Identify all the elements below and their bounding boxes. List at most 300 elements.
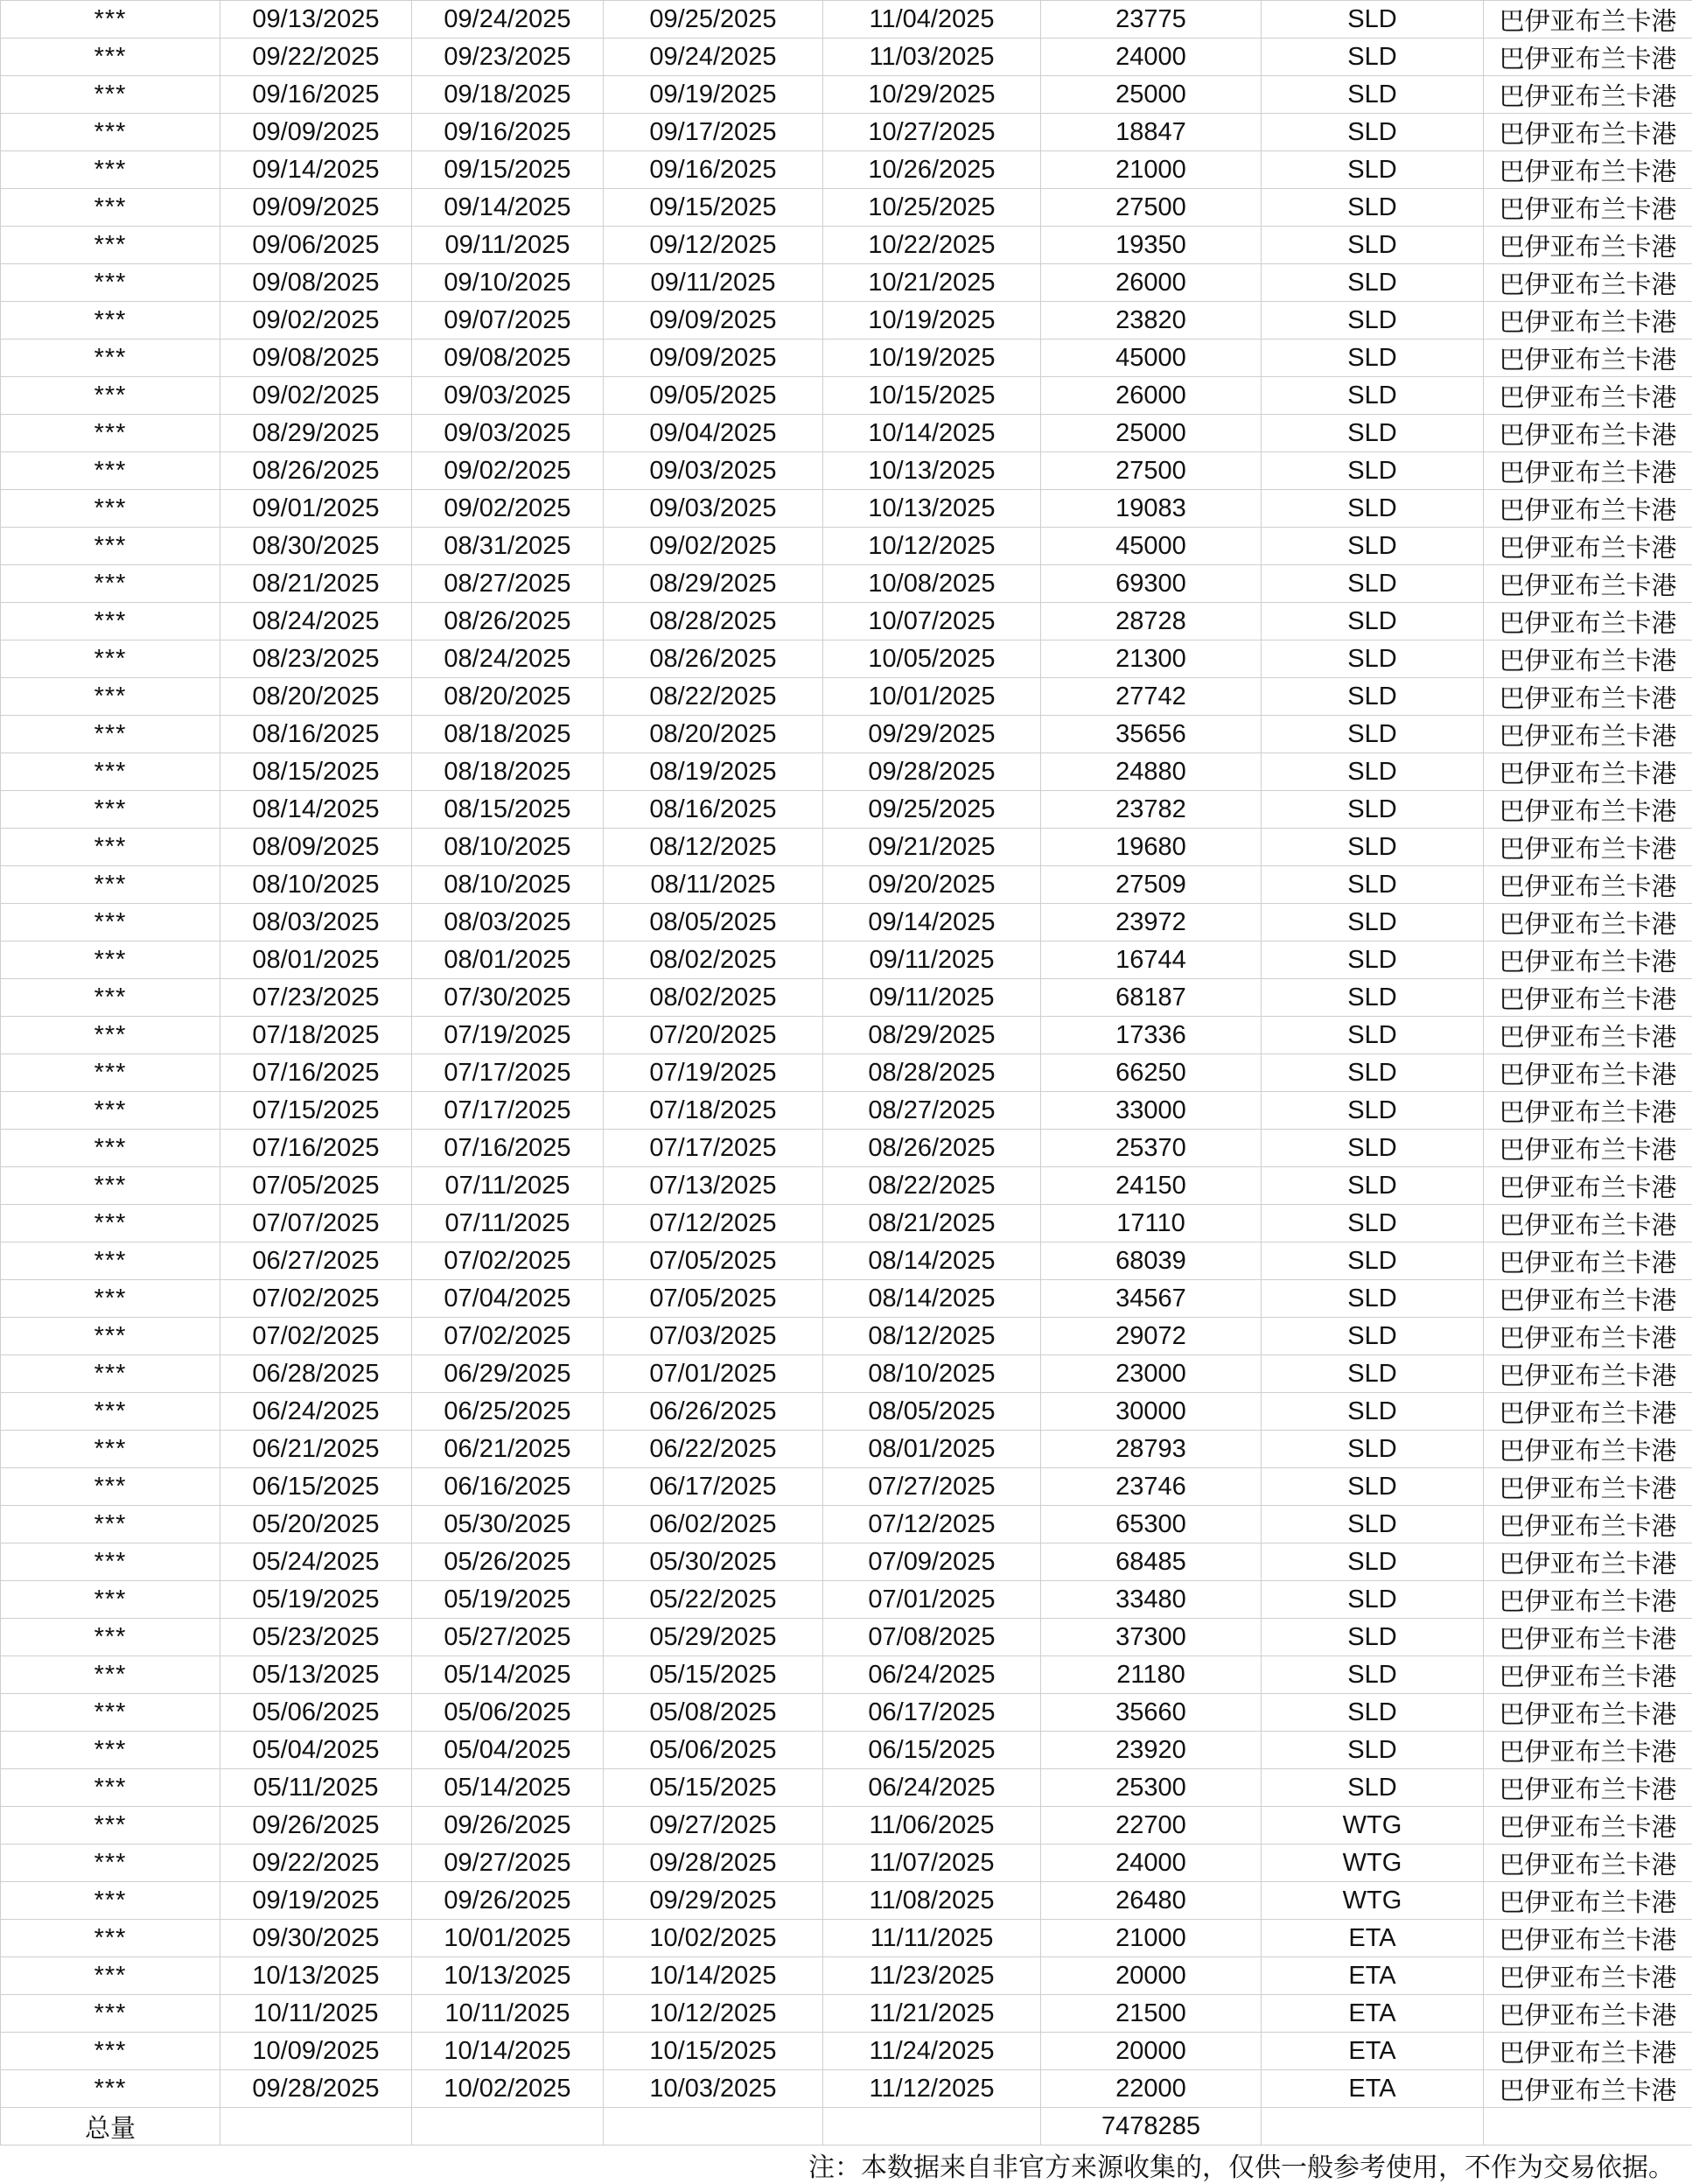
cell-date-3: 05/30/2025: [604, 1544, 823, 1581]
cell-date-1: 05/06/2025: [220, 1694, 412, 1732]
total-row: [1, 2108, 1692, 2146]
table-body: [1, 1, 1692, 2108]
cell-status: SLD: [1262, 1694, 1484, 1732]
cell-port: 巴伊亚布兰卡港: [1484, 979, 1692, 1017]
cell-date-3: 10/03/2025: [604, 2070, 823, 2108]
cell-status: SLD: [1262, 114, 1484, 151]
cell-port: 巴伊亚布兰卡港: [1484, 1, 1692, 38]
cell-date-4: 09/28/2025: [823, 753, 1041, 791]
empty-cell: [412, 2108, 604, 2146]
cell-status: SLD: [1262, 38, 1484, 76]
cell-date-4: 11/07/2025: [823, 1844, 1041, 1882]
cell-date-2: 05/04/2025: [412, 1732, 604, 1769]
cell-port: 巴伊亚布兰卡港: [1484, 490, 1692, 528]
cell-name: ***: [1, 302, 220, 340]
cell-name: ***: [1, 791, 220, 829]
cell-date-4: 10/25/2025: [823, 189, 1041, 227]
cell-date-1: 08/23/2025: [220, 640, 412, 678]
cell-date-4: 11/11/2025: [823, 1920, 1041, 1957]
cell-date-4: 06/24/2025: [823, 1656, 1041, 1694]
cell-date-4: 10/12/2025: [823, 528, 1041, 565]
cell-date-3: 08/16/2025: [604, 791, 823, 829]
cell-quantity: 30000: [1041, 1393, 1262, 1431]
table-row: [1, 565, 1692, 603]
cell-date-2: 06/16/2025: [412, 1468, 604, 1506]
cell-date-4: 09/25/2025: [823, 791, 1041, 829]
cell-status: SLD: [1262, 678, 1484, 716]
table-row: [1, 528, 1692, 565]
cell-name: ***: [1, 38, 220, 76]
cell-port: 巴伊亚布兰卡港: [1484, 1957, 1692, 1995]
cell-status: SLD: [1262, 302, 1484, 340]
cell-date-2: 10/01/2025: [412, 1920, 604, 1957]
cell-quantity: 37300: [1041, 1619, 1262, 1656]
cell-date-2: 07/19/2025: [412, 1017, 604, 1054]
cell-quantity: 34567: [1041, 1280, 1262, 1318]
cell-name: ***: [1, 452, 220, 490]
cell-date-3: 08/12/2025: [604, 829, 823, 866]
cell-date-4: 09/21/2025: [823, 829, 1041, 866]
table-row: [1, 1732, 1692, 1769]
table-row: [1, 603, 1692, 640]
cell-status: SLD: [1262, 1581, 1484, 1619]
cell-name: ***: [1, 1092, 220, 1130]
table-row: [1, 340, 1692, 377]
cell-date-2: 10/13/2025: [412, 1957, 604, 1995]
empty-cell: [823, 2108, 1041, 2146]
cell-quantity: 69300: [1041, 565, 1262, 603]
cell-quantity: 23775: [1041, 1, 1262, 38]
cell-quantity: 33000: [1041, 1092, 1262, 1130]
cell-status: SLD: [1262, 1280, 1484, 1318]
cell-date-1: 09/02/2025: [220, 377, 412, 415]
cell-date-1: 07/02/2025: [220, 1280, 412, 1318]
cell-port: 巴伊亚布兰卡港: [1484, 1995, 1692, 2033]
cell-port: 巴伊亚布兰卡港: [1484, 1807, 1692, 1844]
cell-date-2: 09/24/2025: [412, 1, 604, 38]
cell-quantity: 19083: [1041, 490, 1262, 528]
cell-date-4: 06/17/2025: [823, 1694, 1041, 1732]
cell-date-1: 08/15/2025: [220, 753, 412, 791]
table-row: [1, 1205, 1692, 1242]
cell-name: ***: [1, 1, 220, 38]
table-row: [1, 829, 1692, 866]
table-row: [1, 942, 1692, 979]
cell-date-2: 05/27/2025: [412, 1619, 604, 1656]
table-row: [1, 490, 1692, 528]
cell-date-4: 07/27/2025: [823, 1468, 1041, 1506]
cell-port: 巴伊亚布兰卡港: [1484, 340, 1692, 377]
cell-date-4: 07/09/2025: [823, 1544, 1041, 1581]
cell-date-1: 07/23/2025: [220, 979, 412, 1017]
cell-port: 巴伊亚布兰卡港: [1484, 151, 1692, 189]
cell-date-3: 08/05/2025: [604, 904, 823, 942]
table-row: [1, 1656, 1692, 1694]
cell-date-3: 08/11/2025: [604, 866, 823, 904]
cell-date-4: 11/23/2025: [823, 1957, 1041, 1995]
cell-port: 巴伊亚布兰卡港: [1484, 716, 1692, 753]
cell-quantity: 23820: [1041, 302, 1262, 340]
cell-date-1: 09/09/2025: [220, 189, 412, 227]
cell-quantity: 27509: [1041, 866, 1262, 904]
cell-quantity: 23782: [1041, 791, 1262, 829]
cell-date-4: 10/01/2025: [823, 678, 1041, 716]
cell-port: 巴伊亚布兰卡港: [1484, 829, 1692, 866]
cell-date-1: 06/27/2025: [220, 1242, 412, 1280]
cell-date-2: 05/06/2025: [412, 1694, 604, 1732]
table-row: [1, 1054, 1692, 1092]
cell-name: ***: [1, 716, 220, 753]
cell-port: 巴伊亚布兰卡港: [1484, 753, 1692, 791]
cell-date-3: 05/29/2025: [604, 1619, 823, 1656]
cell-date-2: 08/31/2025: [412, 528, 604, 565]
cell-date-3: 09/17/2025: [604, 114, 823, 151]
cell-port: 巴伊亚布兰卡港: [1484, 942, 1692, 979]
cell-date-3: 07/18/2025: [604, 1092, 823, 1130]
cell-port: 巴伊亚布兰卡港: [1484, 565, 1692, 603]
table-row: [1, 979, 1692, 1017]
table-row: [1, 2033, 1692, 2070]
cell-status: SLD: [1262, 1205, 1484, 1242]
cell-status: SLD: [1262, 452, 1484, 490]
cell-date-3: 09/02/2025: [604, 528, 823, 565]
cell-date-1: 08/16/2025: [220, 716, 412, 753]
cell-port: 巴伊亚布兰卡港: [1484, 76, 1692, 114]
cell-port: 巴伊亚布兰卡港: [1484, 1355, 1692, 1393]
cell-port: 巴伊亚布兰卡港: [1484, 904, 1692, 942]
table-row: [1, 1920, 1692, 1957]
cell-quantity: 68485: [1041, 1544, 1262, 1581]
cell-date-2: 05/14/2025: [412, 1769, 604, 1807]
cell-name: ***: [1, 1769, 220, 1807]
cell-date-3: 09/29/2025: [604, 1882, 823, 1920]
cell-date-4: 08/22/2025: [823, 1167, 1041, 1205]
cell-name: ***: [1, 1544, 220, 1581]
cell-name: ***: [1, 1017, 220, 1054]
cell-date-3: 09/12/2025: [604, 227, 823, 264]
cell-date-3: 08/02/2025: [604, 979, 823, 1017]
cell-port: 巴伊亚布兰卡港: [1484, 528, 1692, 565]
cell-status: SLD: [1262, 1431, 1484, 1468]
cell-date-1: 09/28/2025: [220, 2070, 412, 2108]
cell-date-1: 07/05/2025: [220, 1167, 412, 1205]
table-row: [1, 264, 1692, 302]
cell-quantity: 26000: [1041, 377, 1262, 415]
cell-name: ***: [1, 1468, 220, 1506]
cell-date-3: 07/20/2025: [604, 1017, 823, 1054]
cell-date-2: 10/11/2025: [412, 1995, 604, 2033]
cell-date-3: 05/15/2025: [604, 1656, 823, 1694]
cell-date-1: 09/09/2025: [220, 114, 412, 151]
cell-name: ***: [1, 1581, 220, 1619]
cell-name: ***: [1, 189, 220, 227]
cell-date-3: 10/15/2025: [604, 2033, 823, 2070]
cell-date-4: 10/27/2025: [823, 114, 1041, 151]
cell-port: 巴伊亚布兰卡港: [1484, 1280, 1692, 1318]
cell-date-2: 09/23/2025: [412, 38, 604, 76]
cell-date-3: 09/19/2025: [604, 76, 823, 114]
cell-date-2: 10/02/2025: [412, 2070, 604, 2108]
table-row: [1, 1769, 1692, 1807]
cell-status: SLD: [1262, 1092, 1484, 1130]
cell-quantity: 45000: [1041, 528, 1262, 565]
cell-date-1: 09/02/2025: [220, 302, 412, 340]
cell-status: SLD: [1262, 1167, 1484, 1205]
cell-port: 巴伊亚布兰卡港: [1484, 264, 1692, 302]
cell-status: SLD: [1262, 640, 1484, 678]
cell-status: SLD: [1262, 151, 1484, 189]
cell-port: 巴伊亚布兰卡港: [1484, 1017, 1692, 1054]
cell-port: 巴伊亚布兰卡港: [1484, 1130, 1692, 1167]
cell-status: SLD: [1262, 377, 1484, 415]
cell-status: SLD: [1262, 603, 1484, 640]
cell-date-3: 08/02/2025: [604, 942, 823, 979]
cell-date-1: 05/04/2025: [220, 1732, 412, 1769]
cell-date-2: 09/18/2025: [412, 76, 604, 114]
cell-date-2: 07/17/2025: [412, 1054, 604, 1092]
cell-date-2: 09/26/2025: [412, 1882, 604, 1920]
cell-date-2: 07/11/2025: [412, 1205, 604, 1242]
cell-name: ***: [1, 2033, 220, 2070]
cell-quantity: 25300: [1041, 1769, 1262, 1807]
cell-port: 巴伊亚布兰卡港: [1484, 1581, 1692, 1619]
cell-port: 巴伊亚布兰卡港: [1484, 1318, 1692, 1355]
cell-status: SLD: [1262, 1355, 1484, 1393]
cell-date-1: 06/15/2025: [220, 1468, 412, 1506]
cell-date-1: 09/16/2025: [220, 76, 412, 114]
cell-quantity: 24000: [1041, 38, 1262, 76]
cell-date-2: 08/18/2025: [412, 716, 604, 753]
cell-date-3: 09/28/2025: [604, 1844, 823, 1882]
cell-date-2: 09/10/2025: [412, 264, 604, 302]
cell-date-4: 10/22/2025: [823, 227, 1041, 264]
cell-date-1: 05/20/2025: [220, 1506, 412, 1544]
cell-port: 巴伊亚布兰卡港: [1484, 866, 1692, 904]
cell-date-2: 08/10/2025: [412, 866, 604, 904]
cell-port: 巴伊亚布兰卡港: [1484, 1656, 1692, 1694]
cell-status: SLD: [1262, 340, 1484, 377]
cell-date-3: 08/20/2025: [604, 716, 823, 753]
empty-cell: [220, 2108, 412, 2146]
cell-quantity: 19350: [1041, 227, 1262, 264]
cell-date-4: 11/12/2025: [823, 2070, 1041, 2108]
cell-date-3: 09/03/2025: [604, 452, 823, 490]
table-row: [1, 1619, 1692, 1656]
table-row: [1, 1130, 1692, 1167]
cell-date-3: 07/03/2025: [604, 1318, 823, 1355]
cell-date-3: 06/02/2025: [604, 1506, 823, 1544]
cell-quantity: 26480: [1041, 1882, 1262, 1920]
table-row: [1, 1544, 1692, 1581]
cell-date-2: 07/02/2025: [412, 1242, 604, 1280]
cell-quantity: 21000: [1041, 1920, 1262, 1957]
cell-date-1: 07/18/2025: [220, 1017, 412, 1054]
cell-date-3: 08/19/2025: [604, 753, 823, 791]
cell-quantity: 16744: [1041, 942, 1262, 979]
cell-name: ***: [1, 490, 220, 528]
cell-name: ***: [1, 1957, 220, 1995]
cell-date-2: 08/01/2025: [412, 942, 604, 979]
cell-name: ***: [1, 640, 220, 678]
cell-date-1: 08/10/2025: [220, 866, 412, 904]
table-row: [1, 76, 1692, 114]
cell-date-1: 09/22/2025: [220, 1844, 412, 1882]
cell-date-3: 06/17/2025: [604, 1468, 823, 1506]
table-row: [1, 189, 1692, 227]
cell-status: SLD: [1262, 1, 1484, 38]
cell-port: 巴伊亚布兰卡港: [1484, 452, 1692, 490]
table-row: [1, 38, 1692, 76]
cell-date-4: 10/14/2025: [823, 415, 1041, 452]
cell-quantity: 68039: [1041, 1242, 1262, 1280]
cell-name: ***: [1, 1205, 220, 1242]
cell-quantity: 22700: [1041, 1807, 1262, 1844]
cell-quantity: 24880: [1041, 753, 1262, 791]
cell-date-4: 10/19/2025: [823, 302, 1041, 340]
cell-quantity: 24150: [1041, 1167, 1262, 1205]
cell-port: 巴伊亚布兰卡港: [1484, 2033, 1692, 2070]
cell-quantity: 19680: [1041, 829, 1262, 866]
cell-status: SLD: [1262, 1318, 1484, 1355]
cell-status: SLD: [1262, 490, 1484, 528]
cell-port: 巴伊亚布兰卡港: [1484, 1844, 1692, 1882]
cell-date-1: 06/28/2025: [220, 1355, 412, 1393]
cell-date-3: 08/26/2025: [604, 640, 823, 678]
cell-name: ***: [1, 1167, 220, 1205]
cell-date-1: 08/26/2025: [220, 452, 412, 490]
cell-date-3: 07/17/2025: [604, 1130, 823, 1167]
cell-date-2: 08/15/2025: [412, 791, 604, 829]
cell-port: 巴伊亚布兰卡港: [1484, 114, 1692, 151]
cell-status: SLD: [1262, 866, 1484, 904]
cell-port: 巴伊亚布兰卡港: [1484, 227, 1692, 264]
cell-date-1: 07/16/2025: [220, 1130, 412, 1167]
empty-cell: [1484, 2108, 1692, 2146]
table-row: [1, 1694, 1692, 1732]
cell-date-4: 08/21/2025: [823, 1205, 1041, 1242]
cell-date-4: 08/27/2025: [823, 1092, 1041, 1130]
cell-quantity: 65300: [1041, 1506, 1262, 1544]
cell-date-4: 09/11/2025: [823, 979, 1041, 1017]
cell-status: SLD: [1262, 1506, 1484, 1544]
cell-name: ***: [1, 1995, 220, 2033]
cell-port: 巴伊亚布兰卡港: [1484, 1544, 1692, 1581]
cell-date-1: 06/21/2025: [220, 1431, 412, 1468]
cell-date-1: 08/01/2025: [220, 942, 412, 979]
cell-date-2: 09/08/2025: [412, 340, 604, 377]
cell-date-4: 11/24/2025: [823, 2033, 1041, 2070]
cell-name: ***: [1, 1619, 220, 1656]
cell-date-1: 10/11/2025: [220, 1995, 412, 2033]
cell-date-4: 08/05/2025: [823, 1393, 1041, 1431]
cell-date-2: 05/19/2025: [412, 1581, 604, 1619]
cell-date-4: 07/12/2025: [823, 1506, 1041, 1544]
cell-date-1: 09/01/2025: [220, 490, 412, 528]
cell-port: 巴伊亚布兰卡港: [1484, 1694, 1692, 1732]
cell-name: ***: [1, 678, 220, 716]
cell-date-3: 10/02/2025: [604, 1920, 823, 1957]
cell-port: 巴伊亚布兰卡港: [1484, 1732, 1692, 1769]
cell-quantity: 22000: [1041, 2070, 1262, 2108]
table-row: [1, 1581, 1692, 1619]
cell-date-4: 09/20/2025: [823, 866, 1041, 904]
cell-date-1: 09/26/2025: [220, 1807, 412, 1844]
cell-date-1: 08/29/2025: [220, 415, 412, 452]
cell-port: 巴伊亚布兰卡港: [1484, 1393, 1692, 1431]
cell-date-3: 09/11/2025: [604, 264, 823, 302]
table-row: [1, 1807, 1692, 1844]
table-row: [1, 791, 1692, 829]
cell-name: ***: [1, 1318, 220, 1355]
cell-date-3: 07/01/2025: [604, 1355, 823, 1393]
cell-quantity: 23920: [1041, 1732, 1262, 1769]
cell-quantity: 68187: [1041, 979, 1262, 1017]
table-row: [1, 640, 1692, 678]
cell-date-3: 09/04/2025: [604, 415, 823, 452]
cell-status: SLD: [1262, 1619, 1484, 1656]
cell-date-4: 09/14/2025: [823, 904, 1041, 942]
cell-date-4: 08/12/2025: [823, 1318, 1041, 1355]
cell-date-4: 11/08/2025: [823, 1882, 1041, 1920]
cell-quantity: 21000: [1041, 151, 1262, 189]
cell-date-1: 08/21/2025: [220, 565, 412, 603]
cell-port: 巴伊亚布兰卡港: [1484, 38, 1692, 76]
cell-status: SLD: [1262, 528, 1484, 565]
cell-date-3: 09/03/2025: [604, 490, 823, 528]
cell-date-3: 09/16/2025: [604, 151, 823, 189]
cell-port: 巴伊亚布兰卡港: [1484, 791, 1692, 829]
cell-date-4: 07/08/2025: [823, 1619, 1041, 1656]
cell-status: SLD: [1262, 1544, 1484, 1581]
cell-quantity: 24000: [1041, 1844, 1262, 1882]
cell-port: 巴伊亚布兰卡港: [1484, 640, 1692, 678]
cell-date-1: 08/20/2025: [220, 678, 412, 716]
cell-name: ***: [1, 1242, 220, 1280]
cell-port: 巴伊亚布兰卡港: [1484, 1769, 1692, 1807]
cell-quantity: 35660: [1041, 1694, 1262, 1732]
cell-quantity: 27500: [1041, 452, 1262, 490]
table-row: [1, 1468, 1692, 1506]
cell-date-1: 09/08/2025: [220, 264, 412, 302]
cell-date-3: 05/15/2025: [604, 1769, 823, 1807]
cell-quantity: 23000: [1041, 1355, 1262, 1393]
table-row: [1, 1167, 1692, 1205]
cell-date-1: 05/11/2025: [220, 1769, 412, 1807]
cell-date-2: 06/25/2025: [412, 1393, 604, 1431]
cell-status: SLD: [1262, 76, 1484, 114]
cell-date-4: 11/03/2025: [823, 38, 1041, 76]
table-row: [1, 227, 1692, 264]
table-row: [1, 377, 1692, 415]
cell-quantity: 25000: [1041, 415, 1262, 452]
cell-date-3: 09/15/2025: [604, 189, 823, 227]
cell-name: ***: [1, 1920, 220, 1957]
cell-date-2: 09/26/2025: [412, 1807, 604, 1844]
total-label: 总量: [1, 2108, 220, 2146]
table-row: [1, 114, 1692, 151]
cell-name: ***: [1, 377, 220, 415]
cell-quantity: 35656: [1041, 716, 1262, 753]
cell-date-2: 07/04/2025: [412, 1280, 604, 1318]
cell-date-3: 10/12/2025: [604, 1995, 823, 2033]
cell-date-1: 09/19/2025: [220, 1882, 412, 1920]
cell-status: SLD: [1262, 716, 1484, 753]
table-row: [1, 415, 1692, 452]
cell-quantity: 21180: [1041, 1656, 1262, 1694]
table-row: [1, 2070, 1692, 2108]
cell-quantity: 17110: [1041, 1205, 1262, 1242]
cell-name: ***: [1, 753, 220, 791]
